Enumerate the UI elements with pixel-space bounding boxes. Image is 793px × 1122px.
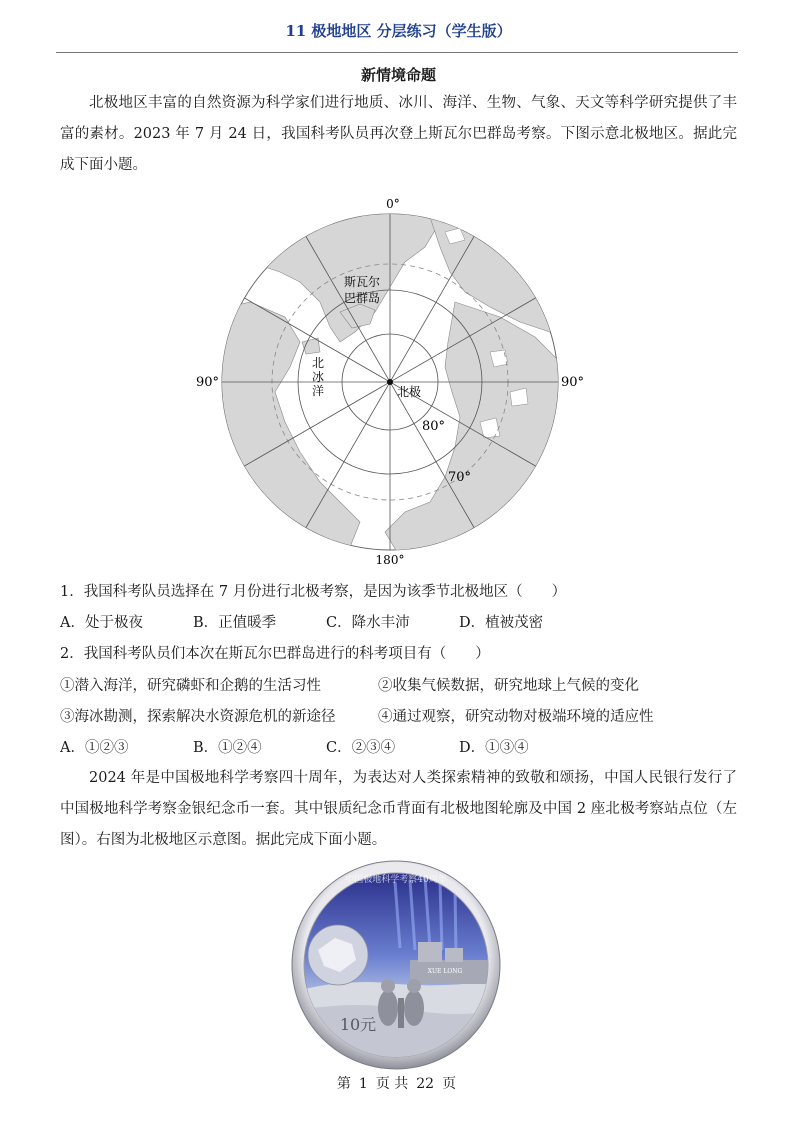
- q2-option-d[interactable]: D．①③④: [459, 740, 529, 756]
- q2-statement-3: ③海冰勘测，探索解决水资源危机的新途径: [60, 709, 336, 725]
- q2-statement-2: ②收集气候数据，研究地球上气候的变化: [378, 678, 639, 694]
- q2-option-a[interactable]: A．①②③: [60, 740, 129, 756]
- q2-option-b[interactable]: B．①②④: [193, 740, 262, 756]
- lon-90-left-label: 90°: [196, 375, 220, 390]
- coin-denomination: 10元: [339, 1015, 377, 1034]
- svalbard-label-1: 斯瓦尔: [343, 275, 381, 289]
- q2-statements-row-1: [60, 674, 639, 698]
- question-2-stem: 2．我国科考队员们本次在斯瓦尔巴群岛进行的科考项目有（ ）: [60, 646, 490, 662]
- question-2-options: [60, 736, 592, 760]
- commemorative-coin-image: [290, 860, 502, 1070]
- section-title: 新情境命题: [360, 66, 436, 84]
- q2-statement-4: ④通过观察，研究动物对极端环境的适应性: [378, 709, 654, 725]
- q1-option-a[interactable]: A．处于极夜: [60, 615, 143, 631]
- arctic-ocean-label-3: 洋: [311, 384, 325, 398]
- question-1-options: [60, 611, 592, 635]
- header-divider: [56, 52, 738, 53]
- lon-0-label: 0°: [386, 197, 400, 211]
- arctic-map: [190, 192, 600, 572]
- arctic-ocean-label-2: 冰: [311, 370, 325, 384]
- lon-90-right-label: 90°: [561, 375, 585, 390]
- q2-option-c[interactable]: C．②③④: [326, 740, 396, 756]
- intro-paragraph-2: 2024 年是中国极地科学考察四十周年，为表达对人类探索精神的致敬和颂扬，中国人民银行发行了中国极地科学考察金银纪念币一套。其中银质纪念币背面有北极地图轮廓及中国 2 座北极考察站点位（左图）。右图为北极地区示意图。据此完成下面小题。: [60, 770, 737, 848]
- page-footer: 第 1 页 共 22 页: [336, 1076, 457, 1092]
- q2-statements-row-2: [60, 705, 654, 729]
- lon-180-label: 180°: [375, 553, 405, 567]
- coin-ship-label: XUE LONG: [427, 968, 463, 975]
- q1-option-c[interactable]: C．降水丰沛: [326, 615, 410, 631]
- total-pages: 22: [416, 1076, 435, 1092]
- document-header: 11 极地地区 分层练习（学生版）: [285, 22, 512, 40]
- intro-paragraph-1: 北极地区丰富的自然资源为科学家们进行地质、冰川、海洋、生物、气象、天文等科学研究提供了丰富的素材。2023 年 7 月 24 日，我国科考队员再次登上斯瓦尔巴群岛考察。下图示意北极地区。据此完成下面小题。: [60, 95, 737, 173]
- north-pole-label: 北极: [397, 385, 422, 399]
- svalbard-label-2: 巴群岛: [343, 291, 381, 305]
- arctic-ocean-label-1: 北: [311, 356, 325, 370]
- q1-option-d[interactable]: D．植被茂密: [459, 615, 544, 631]
- lat-80-label: 80°: [422, 419, 446, 434]
- lat-70-label: 70°: [448, 470, 472, 485]
- question-1-stem: 1．我国科考队员选择在 7 月份进行北极考察，是因为该季节北极地区（ ）: [60, 584, 567, 600]
- current-page-number: 1: [358, 1076, 368, 1092]
- q1-option-b[interactable]: B．正值暖季: [193, 615, 277, 631]
- q2-statement-1: ①潜入海洋，研究磷虾和企鹅的生活习性: [60, 678, 321, 694]
- coin-rim-text: 中国极地科学考察40周年: [345, 875, 447, 885]
- north-pole-dot: [387, 379, 393, 385]
